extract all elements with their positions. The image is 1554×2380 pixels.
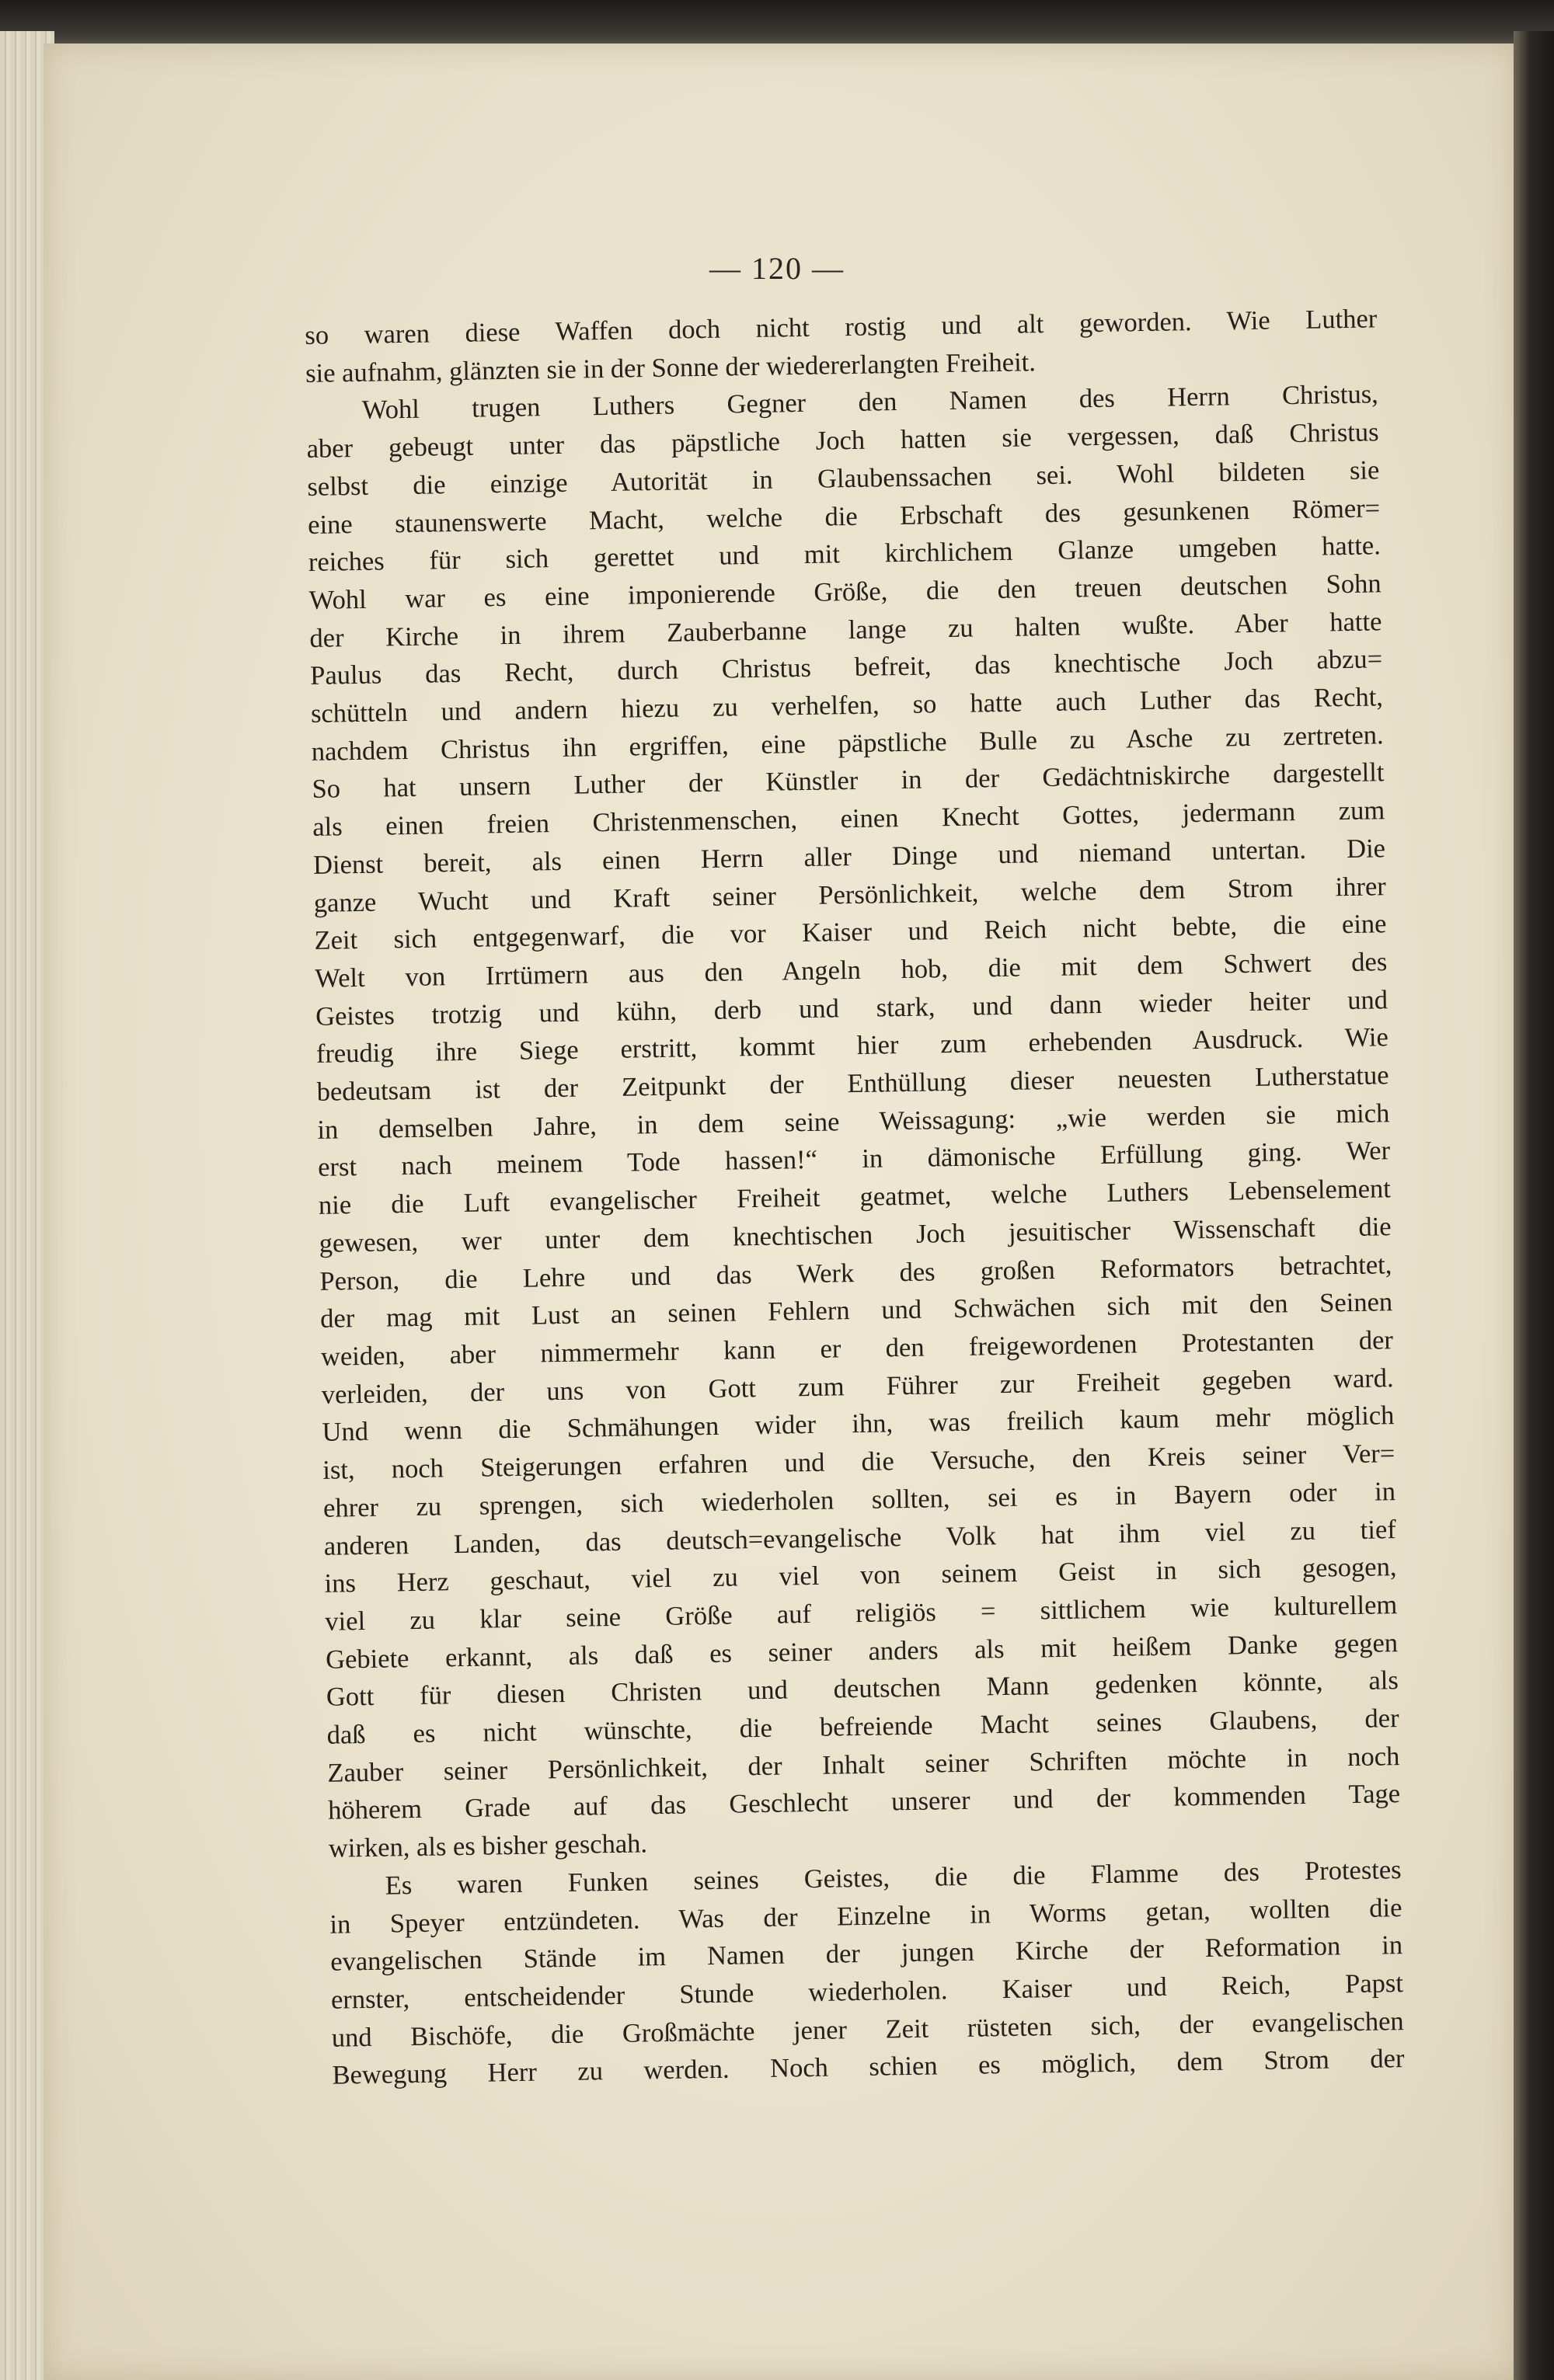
- text-line: Zeit sich entgegenwarf, die vor Kaiser und Reich nicht bebte, die eine: [314, 909, 1387, 956]
- text-line: ist, noch Steigerungen erfahren und die Versuche, den Kreis seiner Ver=: [322, 1439, 1395, 1485]
- text-line: ehrer zu sprengen, sich wiederholen sollten, sei es in Bayern oder in: [322, 1476, 1396, 1523]
- text-line: verleiden, der uns von Gott zum Führer zur Freiheit gegeben ward.: [321, 1362, 1394, 1410]
- text-line: höherem Grade auf das Geschlecht unserer und der kommenden Tage: [327, 1779, 1401, 1826]
- text-line: daß es nicht wünschte, die befreiende Macht seines Glaubens, der: [326, 1703, 1399, 1750]
- text-line: schütteln und andern hiezu zu verhelfen, so hatte auch Luther das Recht,: [310, 682, 1384, 729]
- text-line: Gott für diesen Christen und deutschen Mann gedenken könnte, als: [326, 1665, 1399, 1713]
- text-line: in demselben Jahre, in dem seine Weissagung: „wie werden sie mich: [317, 1098, 1390, 1145]
- text-line: so waren diese Waffen doch nicht rostig und alt geworden. Wie Luther: [305, 304, 1378, 350]
- page-number: — 120 —: [709, 251, 845, 286]
- text-line: selbst die einzige Autorität in Glaubenssachen sei. Wohl bildeten sie: [307, 455, 1380, 502]
- text-line: sie aufnahm, glänzten sie in der Sonne der wiedererlangten Freiheit.: [305, 346, 1037, 388]
- text-line: Wohl trugen Luthers Gegner den Namen des Herrn Christus,: [361, 379, 1379, 426]
- text-line: nachdem Christus ihn ergriffen, eine päpstliche Bulle zu Asche zu zertreten.: [311, 719, 1384, 767]
- text-line: gewesen, wer unter dem knechtischen Joch jesuitischer Wissenschaft die: [319, 1212, 1392, 1258]
- text-line: der mag mit Lust an seinen Fehlern und Schwächen sich mit den Seinen: [319, 1287, 1393, 1334]
- text-line: und Bischöfe, die Großmächte jener Zeit rüsteten sich, der evangelischen: [331, 2006, 1404, 2053]
- text-line: Gebiete erkannt, als daß es seiner anders als mit heißem Danke gegen: [325, 1627, 1399, 1675]
- book-binding: [0, 0, 1554, 48]
- text-line: bedeutsam ist der Zeitpunkt der Enthüllung dieser neuesten Lutherstatue: [316, 1060, 1389, 1107]
- text-line: eine staunenswerte Macht, welche die Erbschaft des gesunkenen Römer=: [307, 492, 1381, 540]
- text-line: freudig ihre Siege erstritt, kommt hier zum erhebenden Ausdruck. Wie: [315, 1022, 1389, 1070]
- text-line: anderen Landen, das deutsch=evangelische Volk hat ihm viel zu tief: [323, 1514, 1396, 1561]
- text-line: Und wenn die Schmähungen wider ihn, was freilich kaum mehr möglich: [322, 1401, 1395, 1448]
- text-line: Geistes trotzig und kühn, derb und stark, und dann wieder heiter und: [315, 984, 1388, 1032]
- text-line: nie die Luft evangelischer Freiheit geatmet, welche Luthers Lebenselement: [318, 1174, 1392, 1221]
- text-line: Wohl war es eine imponierende Größe, die den treuen deutschen Sohn: [308, 569, 1382, 615]
- text-line: Welt von Irrtümern aus den Angeln hob, die mit dem Schwert des: [315, 947, 1388, 993]
- text-line: ganze Wucht und Kraft seiner Persönlichkeit, welche dem Strom ihrer: [313, 871, 1386, 918]
- book-gutter: [1514, 31, 1554, 2380]
- text-line: in Speyer entzündeten. Was der Einzelne in Worms getan, wollten die: [329, 1892, 1402, 1940]
- text-line: Person, die Lehre und das Werk des großen Reformators betrachtet,: [319, 1249, 1392, 1296]
- text-line: wirken, als es bisher geschah.: [328, 1828, 648, 1863]
- text-line: Dienst bereit, als einen Herrn aller Dinge und niemand untertan. Die: [312, 833, 1386, 880]
- text-line: ins Herz geschaut, viel zu viel von seinem Geist in sich gesogen,: [324, 1552, 1397, 1599]
- text-line: reiches für sich gerettet und mit kirchlichem Glanze umgeben hatte.: [308, 531, 1382, 578]
- text-line: So hat unsern Luther der Künstler in der Gedächtniskirche dargestellt: [312, 757, 1385, 805]
- body-text: [305, 300, 1405, 2094]
- text-line: Paulus das Recht, durch Christus befreit, das knechtische Joch abzu=: [309, 644, 1383, 691]
- text-line: Zauber seiner Persönlichkeit, der Inhalt seiner Schriften möchte in noch: [327, 1741, 1400, 1788]
- text-line: erst nach meinem Tode hassen!“ in dämonische Erfüllung ging. Wer: [317, 1136, 1391, 1183]
- text-line: aber gebeugt unter das päpstliche Joch hatten sie vergessen, daß Christus: [306, 417, 1379, 465]
- text-line: weiden, aber nimmermehr kann er den freigewordenen Protestanten der: [320, 1325, 1394, 1372]
- text-line: viel zu klar seine Größe auf religiös = sittlichem wie kulturellem: [325, 1590, 1398, 1637]
- text-line: Es waren Funken seines Geistes, die die Flamme des Protestes: [385, 1854, 1402, 1901]
- text-line: evangelischen Stände im Namen der jungen Kirche der Reformation in: [329, 1930, 1403, 1977]
- text-line: der Kirche in ihrem Zauberbanne lange zu halten wußte. Aber hatte: [309, 606, 1382, 653]
- text-line: als einen freien Christenmenschen, einen Knecht Gottes, jedermann zum: [312, 795, 1385, 843]
- text-line: ernster, entscheidender Stunde wiederholen. Kaiser und Reich, Papst: [330, 1968, 1404, 2015]
- text-line: Bewegung Herr zu werden. Noch schien es möglich, dem Strom der: [332, 2044, 1405, 2091]
